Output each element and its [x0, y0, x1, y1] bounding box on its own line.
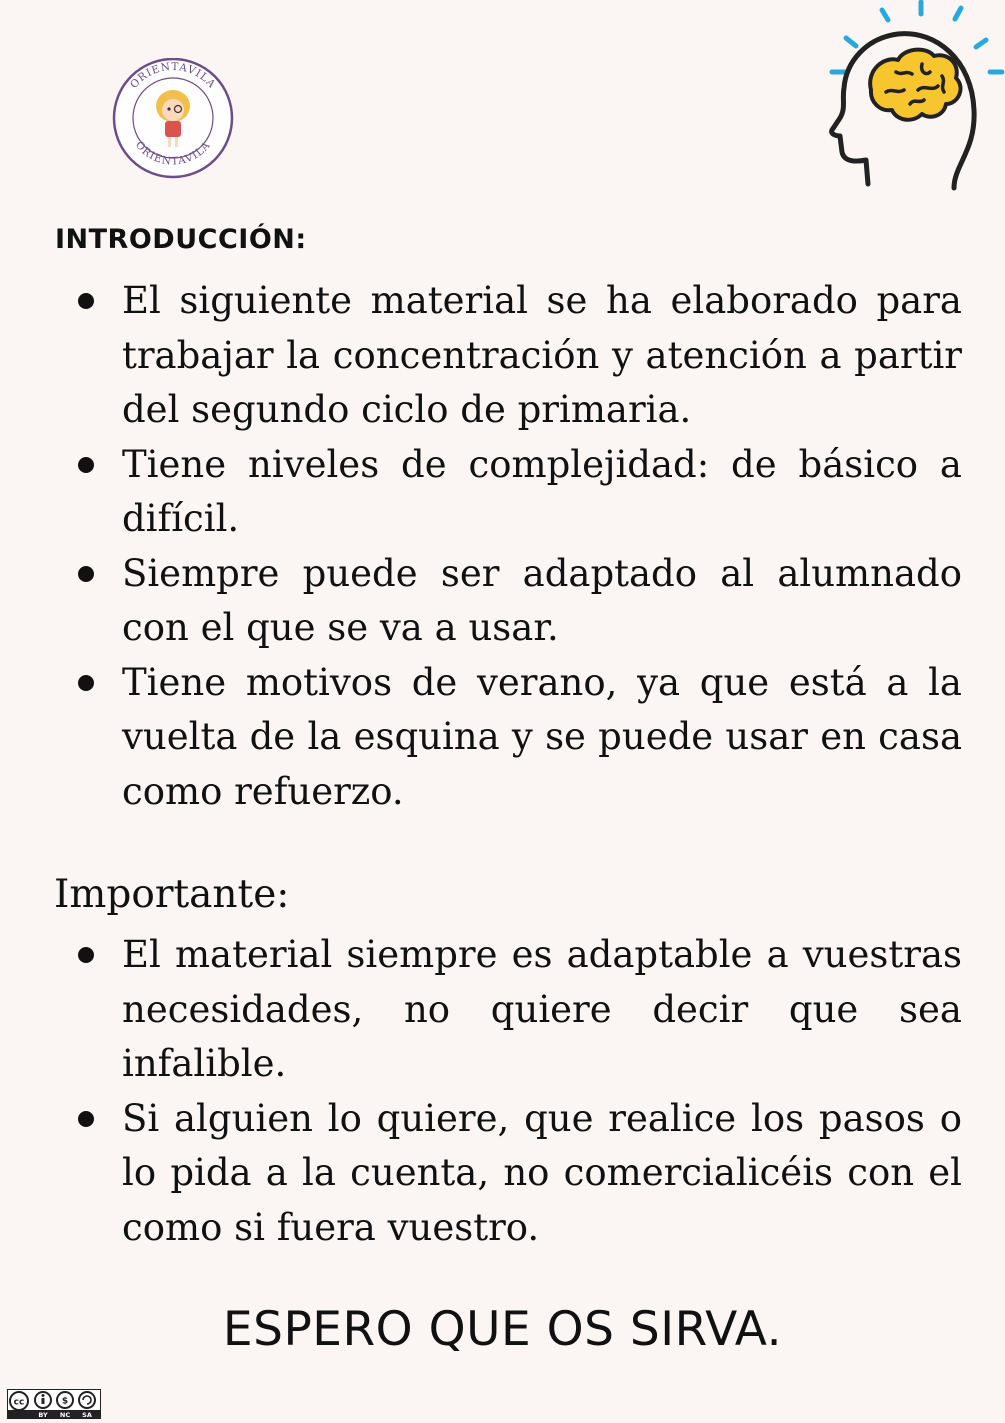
- important-list: [60, 928, 962, 1255]
- logo-bottom-text: ORIENTAVILA: [132, 139, 214, 168]
- logo-top-text: ORIENTAVILA: [127, 60, 219, 91]
- list-item: Si alguien lo quiere, que realice los pasos o lo pida a la cuenta, no comercialicéis con el como si fuera vuestro.: [60, 1092, 962, 1256]
- list-item: Siempre puede ser adaptado al alumnado con el que se va a usar.: [60, 547, 962, 656]
- svg-text:cc: cc: [13, 1397, 25, 1408]
- license-by-label: BY: [38, 1411, 48, 1419]
- list-item: El material siempre es adaptable a vuestras necesidades, no quiere decir que sea infalible.: [60, 928, 962, 1092]
- list-item: Tiene niveles de complejidad: de básico a difícil.: [60, 438, 962, 547]
- license-nc-label: NC: [59, 1411, 71, 1419]
- introduction-heading: INTRODUCCIÓN:: [55, 224, 307, 255]
- orientavila-logo: [98, 58, 248, 188]
- creative-commons-license-badge: [7, 1389, 101, 1419]
- list-item: Tiene motivos de verano, ya que está a la vuelta de la esquina y se puede usar en casa como refuerzo.: [60, 656, 962, 820]
- introduction-list: [60, 274, 962, 819]
- license-sa-label: SA: [82, 1411, 92, 1419]
- head-with-brain-icon: [826, 0, 1005, 195]
- important-heading: Importante:: [54, 872, 290, 917]
- list-item: El siguiente material se ha elaborado para trabajar la concentración y atención a partir del segundo ciclo de primaria.: [60, 274, 962, 438]
- closing-message: ESPERO QUE OS SIRVA.: [222, 1302, 783, 1357]
- svg-text:$: $: [61, 1396, 69, 1407]
